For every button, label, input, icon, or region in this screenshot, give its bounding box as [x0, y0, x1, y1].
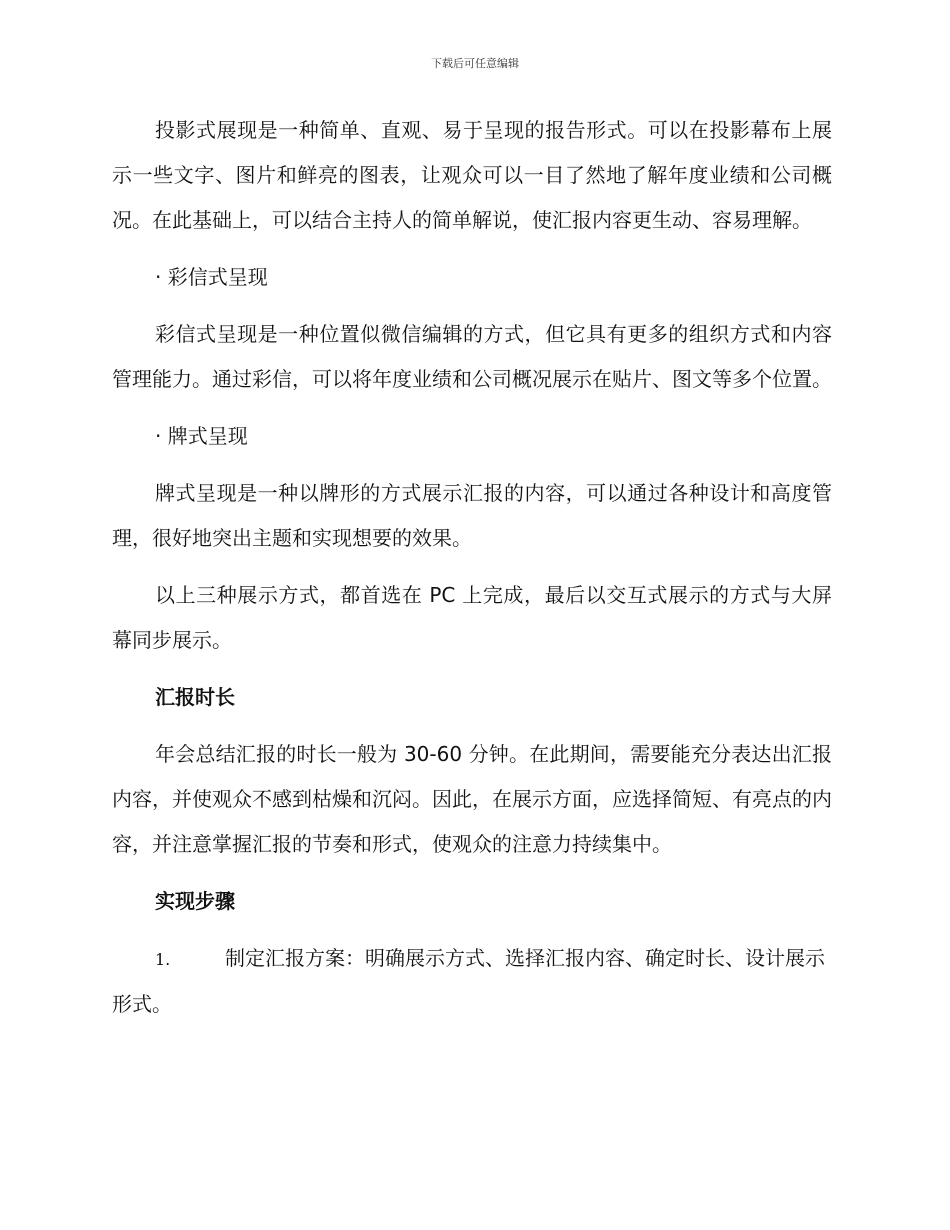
paragraph-duration: 年会总结汇报的时长一般为 30-60 分钟。在此期间，需要能充分表达出汇报内容，并使观众不感到枯燥和沉闷。因此，在展示方面，应选择简短、有亮点的内容，并注意掌握汇报的节奏和形式，使观众的注意力持续集中。 [112, 742, 832, 856]
bullet-mms: · 彩信式呈现 [155, 265, 268, 289]
paragraph-mms: 彩信式呈现是一种位置似微信编辑的方式，但它具有更多的组织方式和内容管理能力。通过彩信，可以将年度业绩和公司概况展示在贴片、图文等多个位置。 [112, 322, 832, 391]
paragraph-card: 牌式呈现是一种以牌形的方式展示汇报的内容，可以通过各种设计和高度管理，很好地突出主题和实现想要的效果。 [112, 481, 832, 550]
heading-steps: 实现步骤 [155, 889, 235, 913]
paragraph-projection: 投影式展现是一种简单、直观、易于呈现的报告形式。可以在投影幕布上展示一些文字、图片和鲜亮的图表，让观众可以一目了然地了解年度业绩和公司概况。在此基础上，可以结合主持人的简单解说，使汇报内容更生动、容易理解。 [112, 118, 832, 232]
paragraph-summary: 以上三种展示方式，都首选在 PC 上完成，最后以交互式展示的方式与大屏幕同步展示。 [112, 583, 832, 652]
page-header: 下载后可任意编辑 [431, 57, 519, 70]
step-item [112, 936, 832, 1027]
bullet-card: · 牌式呈现 [155, 424, 248, 448]
step-text: 制定汇报方案：明确展示方式、选择汇报内容、确定时长、设计展示形式。 [112, 946, 825, 1016]
heading-duration: 汇报时长 [155, 685, 235, 709]
step-number: 1. [155, 950, 171, 969]
document-body [112, 108, 832, 1027]
